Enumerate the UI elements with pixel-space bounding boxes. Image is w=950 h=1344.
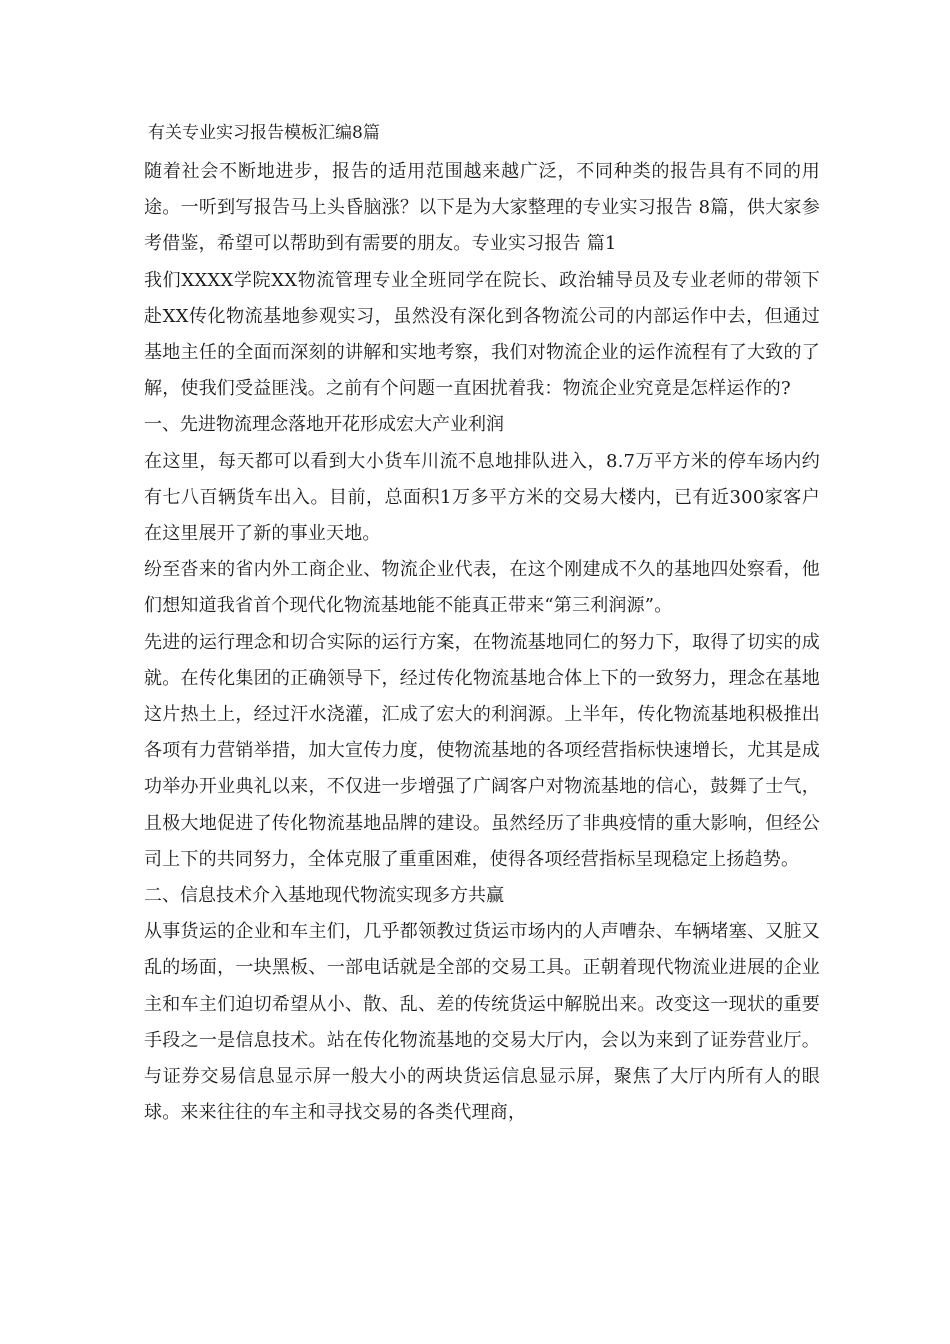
document-body: [144, 154, 820, 1131]
paragraph: 我们XXXX学院XX物流管理专业全班同学在院长、政治辅导员及专业老师的带领下赴XX传化物流基地参观实习，虽然没有深化到各物流公司的内部运作中去，但通过基地主任的全面而深刻的讲解和实地考察，我们对物流企业的运作流程有了大致的了解，使我们受益匪浅。之前有个问题一直困扰着我：物流企业究竟是怎样运作的?: [144, 269, 820, 400]
paragraph: 纷至沓来的省内外工商企业、物流企业代表，在这个刚建成不久的基地四处察看，他们想知道我省首个现代化物流基地能不能真正带来“第三利润源”。: [144, 559, 820, 617]
section-heading: 一、先进物流理念落地开花形成宏大产业利润: [144, 414, 504, 436]
paragraph: 先进的运行理念和切合实际的运行方案，在物流基地同仁的努力下，取得了切实的成就。在传化集团的正确领导下，经过传化物流基地合体上下的一致努力，理念在基地这片热土上，经过汗水浇灌，汇成了宏大的利润源。上半年，传化物流基地积极推出各项有力营销举措，加大宣传力度，使物流基地的各项经营指标快速增长，尤其是成功举办开业典礼以来，不仅进一步增强了广阔客户对物流基地的信心，鼓舞了士气，且极大地促进了传化物流基地品牌的建设。虽然经历了非典疫情的重大影响，但经公司上下的共同努力，全体克服了重重困难，使得各项经营指标呈现稳定上扬趋势。: [144, 631, 820, 870]
document-title: 有关专业实习报告模板汇编8篇: [148, 123, 380, 143]
section-heading: 二、信息技术介入基地现代物流实现多方共赢: [144, 885, 504, 907]
paragraph: 从事货运的企业和车主们，几乎都领教过货运市场内的人声嘈杂、车辆堵塞、又脏又乱的场面，一块黑板、一部电话就是全部的交易工具。正朝着现代物流业进展的企业主和车主们迫切希望从小、散、乱、差的传统货运中解脱出来。改变这一现状的重要手段之一是信息技术。站在传化物流基地的交易大厅内，会以为来到了证券营业厅。与证券交易信息显示屏一般大小的两块货运信息显示屏，聚焦了大厅内所有人的眼球。来来往往的车主和寻找交易的各类代理商，: [144, 921, 820, 1124]
paragraph: 随着社会不断地进步，报告的适用范围越来越广泛，不同种类的报告具有不同的用途。一听到写报告马上头昏脑涨？以下是为大家整理的专业实习报告 8篇，供大家参考借鉴，希望可以帮助到有需要的朋友。专业实习报告 篇1: [144, 161, 820, 255]
paragraph: 在这里，每天都可以看到大小货车川流不息地排队进入，8.7万平方米的停车场内约有七八百辆货车出入。目前，总面积1万多平方米的交易大楼内，已有近300家客户在这里展开了新的事业天地。: [144, 450, 820, 545]
